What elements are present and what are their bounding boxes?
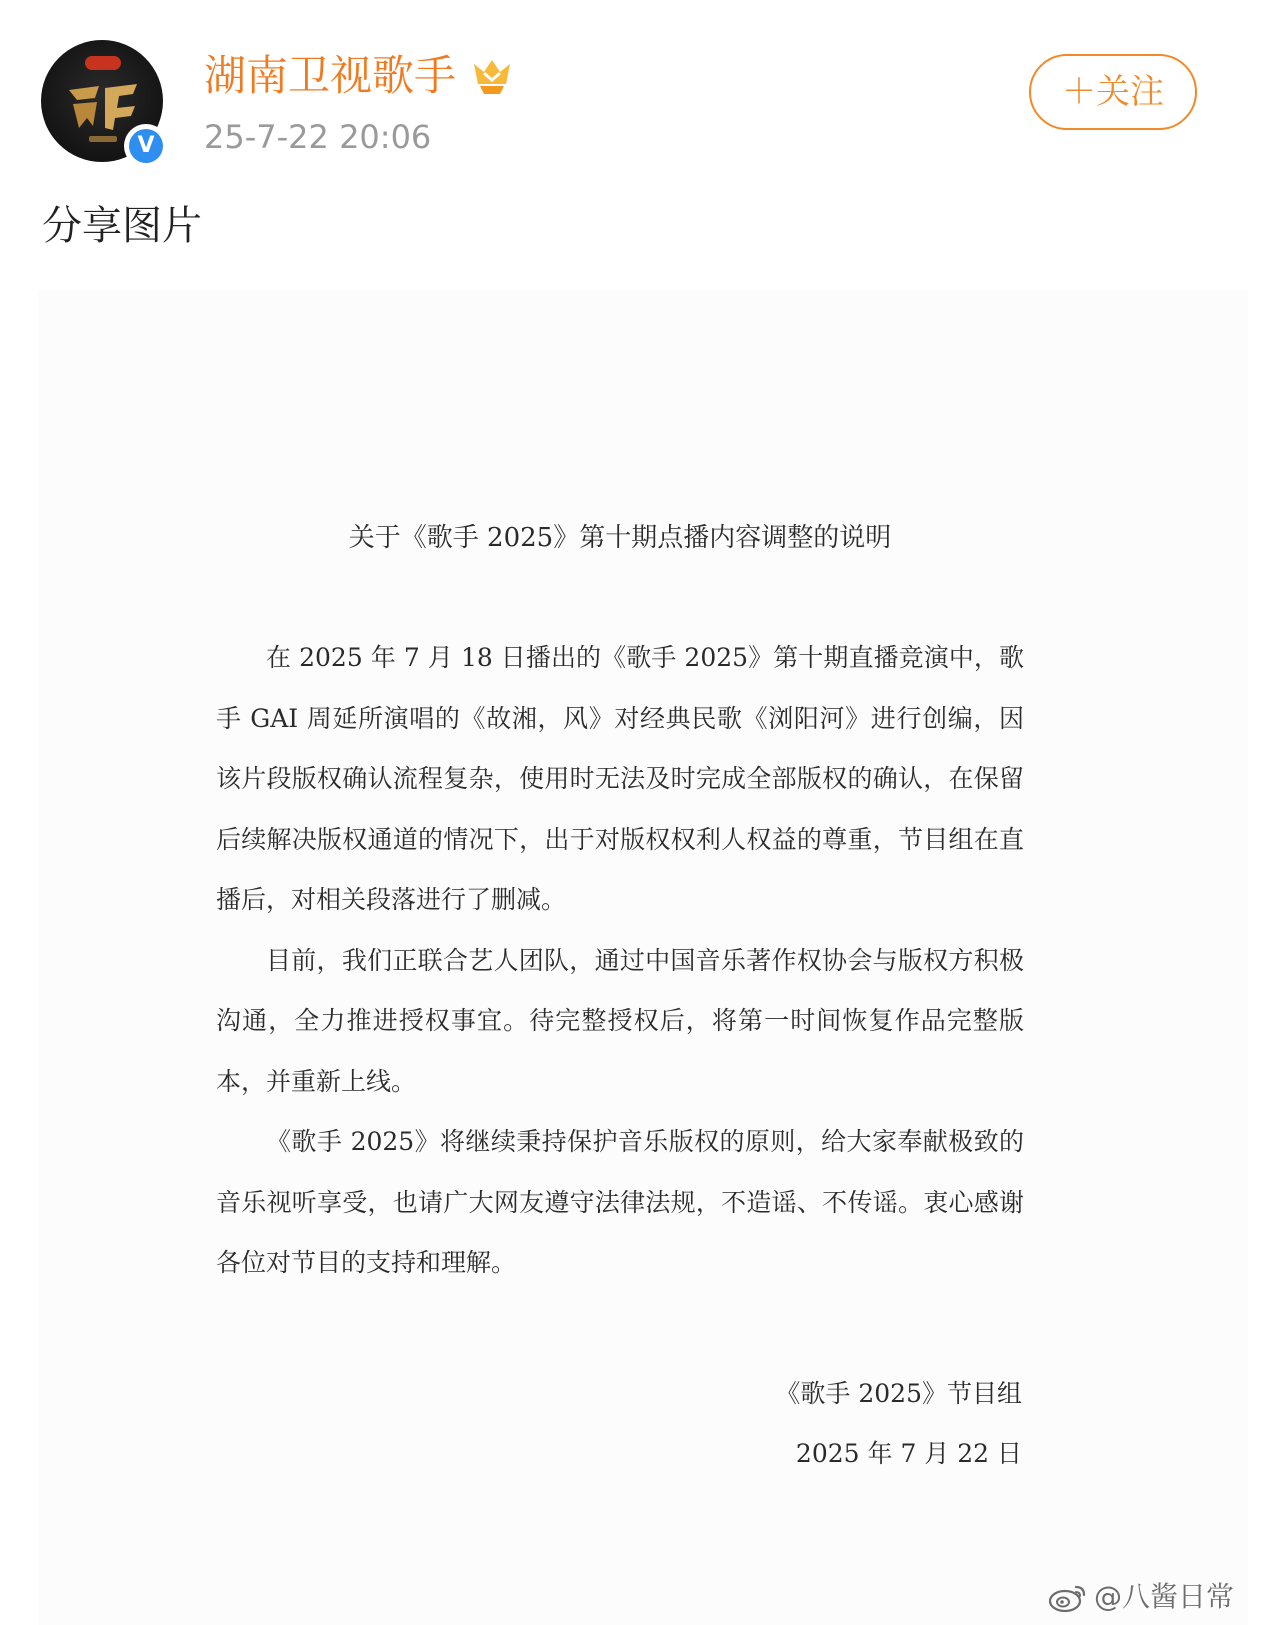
document-paragraph-2: 目前，我们正联合艺人团队，通过中国音乐著作权协会与版权方积极沟通，全力推进授权事宜。待完整授权后，将第一时间恢复作品完整版本，并重新上线。 <box>216 945 1024 1096</box>
document-paragraph-3: 《歌手 2025》将继续秉持保护音乐版权的原则，给大家奉献极致的音乐视听享受，也请广大网友遵守法律法规，不造谣、不传谣。衷心感谢各位对节目的支持和理解。 <box>216 1127 1024 1277</box>
document-paragraph-1: 在 2025 年 7 月 18 日播出的《歌手 2025》第十期直播竞演中，歌手 GAI 周延所演唱的《故湘，风》对经典民歌《浏阳河》进行创编，因该片段版权确认流程复杂，使用时无法及时完成全部版权的确认，在保留后续解决版权通道的情况下，出于对版权权利人权益的尊重，节目组在直播后，对相关段落进行了删减。 <box>216 643 1024 914</box>
post-image[interactable] <box>38 290 1248 1625</box>
weibo-icon <box>1048 1581 1088 1613</box>
watermark-text: @八酱日常 <box>1093 1580 1234 1613</box>
document-signature: 《歌手 2025》节目组 <box>775 1379 1022 1408</box>
gold-member-crown-icon[interactable] <box>470 56 514 96</box>
document-title: 关于《歌手 2025》第十期点播内容调整的说明 <box>348 523 892 553</box>
post-text: 分享图片 <box>42 203 202 249</box>
show-logo-icon <box>59 78 145 134</box>
post-timestamp: 25-7-22 20:06 <box>204 118 432 156</box>
show-logo-glyph <box>59 78 145 134</box>
verified-v-icon: V <box>129 129 163 163</box>
author-name[interactable]: 湖南卫视歌手 <box>204 51 457 100</box>
document-date: 2025 年 7 月 22 日 <box>795 1439 1022 1468</box>
post-header <box>0 0 1284 190</box>
sponsor-logo-icon <box>85 56 121 70</box>
year-plate <box>89 136 117 142</box>
verified-badge <box>124 124 168 168</box>
document-body <box>216 628 1024 1294</box>
image-watermark <box>1048 1577 1234 1617</box>
follow-button[interactable]: ＋关注 <box>1029 54 1197 130</box>
document-signoff <box>775 1364 1022 1484</box>
